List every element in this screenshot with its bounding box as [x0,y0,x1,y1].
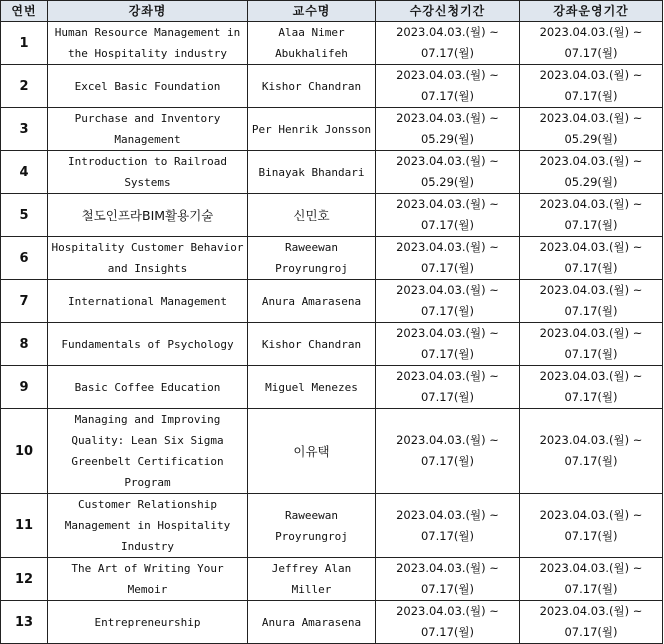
row-number: 12 [1,558,48,601]
enroll-period: 2023.04.03.(월) ~ 05.29(월) [376,151,520,194]
enroll-period: 2023.04.03.(월) ~ 07.17(월) [376,237,520,280]
row-number: 3 [1,108,48,151]
table-row [1,108,663,151]
header-course: 강좌명 [48,1,248,22]
professor-name: Binayak Bhandari [248,151,376,194]
enroll-period: 2023.04.03.(월) ~ 07.17(월) [376,280,520,323]
course-name: Basic Coffee Education [48,366,248,409]
row-number: 13 [1,601,48,644]
professor-name: Miguel Menezes [248,366,376,409]
table-row [1,151,663,194]
professor-name: Anura Amarasena [248,280,376,323]
enroll-period: 2023.04.03.(월) ~ 05.29(월) [376,108,520,151]
course-name: Introduction to Railroad Systems [48,151,248,194]
row-number: 7 [1,280,48,323]
enroll-period: 2023.04.03.(월) ~ 07.17(월) [376,323,520,366]
table-row [1,409,663,494]
run-period: 2023.04.03.(월) ~ 07.17(월) [520,558,663,601]
table-row [1,494,663,558]
run-period: 2023.04.03.(월) ~ 07.17(월) [520,194,663,237]
course-name: Fundamentals of Psychology [48,323,248,366]
run-period: 2023.04.03.(월) ~ 07.17(월) [520,366,663,409]
run-period: 2023.04.03.(월) ~ 07.17(월) [520,22,663,65]
enroll-period: 2023.04.03.(월) ~ 07.17(월) [376,601,520,644]
course-name: Excel Basic Foundation [48,65,248,108]
table-header-row [1,1,663,22]
row-number: 8 [1,323,48,366]
run-period: 2023.04.03.(월) ~ 07.17(월) [520,280,663,323]
row-number: 5 [1,194,48,237]
professor-name: Raweewan Proyrungroj [248,494,376,558]
course-name: Customer Relationship Management in Hospitality Industry [48,494,248,558]
enroll-period: 2023.04.03.(월) ~ 07.17(월) [376,194,520,237]
table-row [1,194,663,237]
row-number: 6 [1,237,48,280]
enroll-period: 2023.04.03.(월) ~ 07.17(월) [376,558,520,601]
course-name: 철도인프라BIM활용기술 [48,194,248,237]
enroll-period: 2023.04.03.(월) ~ 07.17(월) [376,65,520,108]
run-period: 2023.04.03.(월) ~ 05.29(월) [520,108,663,151]
professor-name: Alaa Nimer Abukhalifeh [248,22,376,65]
table-row [1,366,663,409]
run-period: 2023.04.03.(월) ~ 07.17(월) [520,323,663,366]
course-name: Managing and Improving Quality: Lean Six Sigma Greenbelt Certification Program [48,409,248,494]
run-period: 2023.04.03.(월) ~ 05.29(월) [520,151,663,194]
course-name: Human Resource Management in the Hospitality industry [48,22,248,65]
enroll-period: 2023.04.03.(월) ~ 07.17(월) [376,366,520,409]
table-row [1,558,663,601]
professor-name: Kishor Chandran [248,65,376,108]
row-number: 11 [1,494,48,558]
run-period: 2023.04.03.(월) ~ 07.17(월) [520,601,663,644]
course-name: Hospitality Customer Behavior and Insights [48,237,248,280]
enroll-period: 2023.04.03.(월) ~ 07.17(월) [376,22,520,65]
professor-name: Raweewan Proyrungroj [248,237,376,280]
course-name: Purchase and Inventory Management [48,108,248,151]
row-number: 1 [1,22,48,65]
table-row [1,237,663,280]
table-row [1,323,663,366]
professor-name: 신민호 [248,194,376,237]
course-name: International Management [48,280,248,323]
course-name: Entrepreneurship [48,601,248,644]
professor-name: 이유택 [248,409,376,494]
row-number: 2 [1,65,48,108]
run-period: 2023.04.03.(월) ~ 07.17(월) [520,65,663,108]
row-number: 10 [1,409,48,494]
table-row [1,22,663,65]
row-number: 4 [1,151,48,194]
professor-name: Jeffrey Alan Miller [248,558,376,601]
run-period: 2023.04.03.(월) ~ 07.17(월) [520,409,663,494]
professor-name: Kishor Chandran [248,323,376,366]
header-professor: 교수명 [248,1,376,22]
table-row [1,65,663,108]
table-row [1,280,663,323]
header-enroll-period: 수강신청기간 [376,1,520,22]
row-number: 9 [1,366,48,409]
table-row [1,601,663,644]
enroll-period: 2023.04.03.(월) ~ 07.17(월) [376,409,520,494]
professor-name: Anura Amarasena [248,601,376,644]
run-period: 2023.04.03.(월) ~ 07.17(월) [520,237,663,280]
header-no: 연번 [1,1,48,22]
enroll-period: 2023.04.03.(월) ~ 07.17(월) [376,494,520,558]
run-period: 2023.04.03.(월) ~ 07.17(월) [520,494,663,558]
header-run-period: 강좌운영기간 [520,1,663,22]
course-name: The Art of Writing Your Memoir [48,558,248,601]
professor-name: Per Henrik Jonsson [248,108,376,151]
